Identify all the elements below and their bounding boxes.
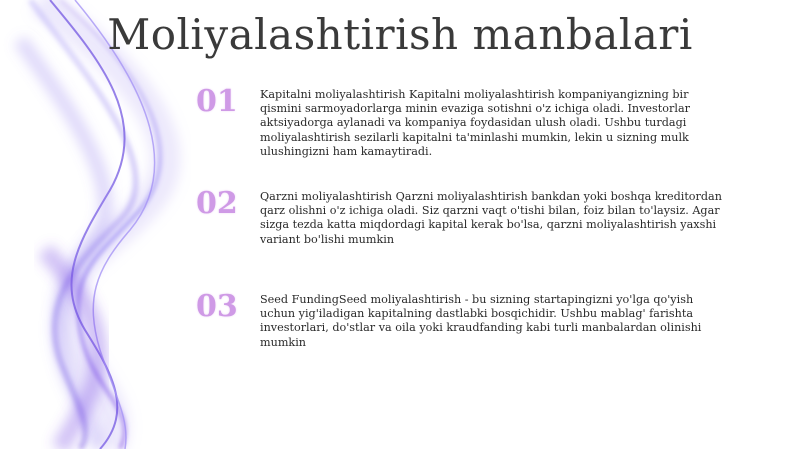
item-text: Qarzni moliyalashtirish Qarzni moliyalashtirish bankdan yoki boshqa kreditordan qarz olishni o'z ichiga oladi. Siz qarzni vaqt o'tishi bilan, foiz bilan to'laysiz. Agar sizga tezda katta miqdordagi kapital kerak bo'lsa, qarzni moliyalashtirish yaxshi variant bo'lishi mumkin [260, 190, 722, 246]
item-number: 01 [196, 84, 238, 119]
decorative-smoke-ribbon [0, 0, 200, 449]
item-text: Kapitalni moliyalashtirish Kapitalni moliyalashtirish kompaniyangizning bir qismini sarmoyadorlarga minin evaziga sotishni o'z ichiga oladi. Investorlar aktsiyadorga aylanadi va kompaniya foydasidan ulush oladi. Ushbu turdagi moliyalashtirish sezilarli kapitalni ta'minlashi mumkin, lekin u sizning mulk ulushingizni ham kamaytiradi. [260, 88, 690, 158]
item-number: 02 [196, 186, 238, 221]
slide-title: Moliyalashtirish manbalari [107, 10, 693, 59]
item-text: Seed FundingSeed moliyalashtirish - bu sizning startapingizni yo'lga qo'yish uchun yig'iladigan kapitalning dastlabki bosqichidir. Ushbu mablag' farishta investorlari, do'stlar va oila yoki kraudfanding kabi turli manbalardan olinishi mumkin [260, 293, 702, 349]
item-number: 03 [196, 289, 238, 324]
